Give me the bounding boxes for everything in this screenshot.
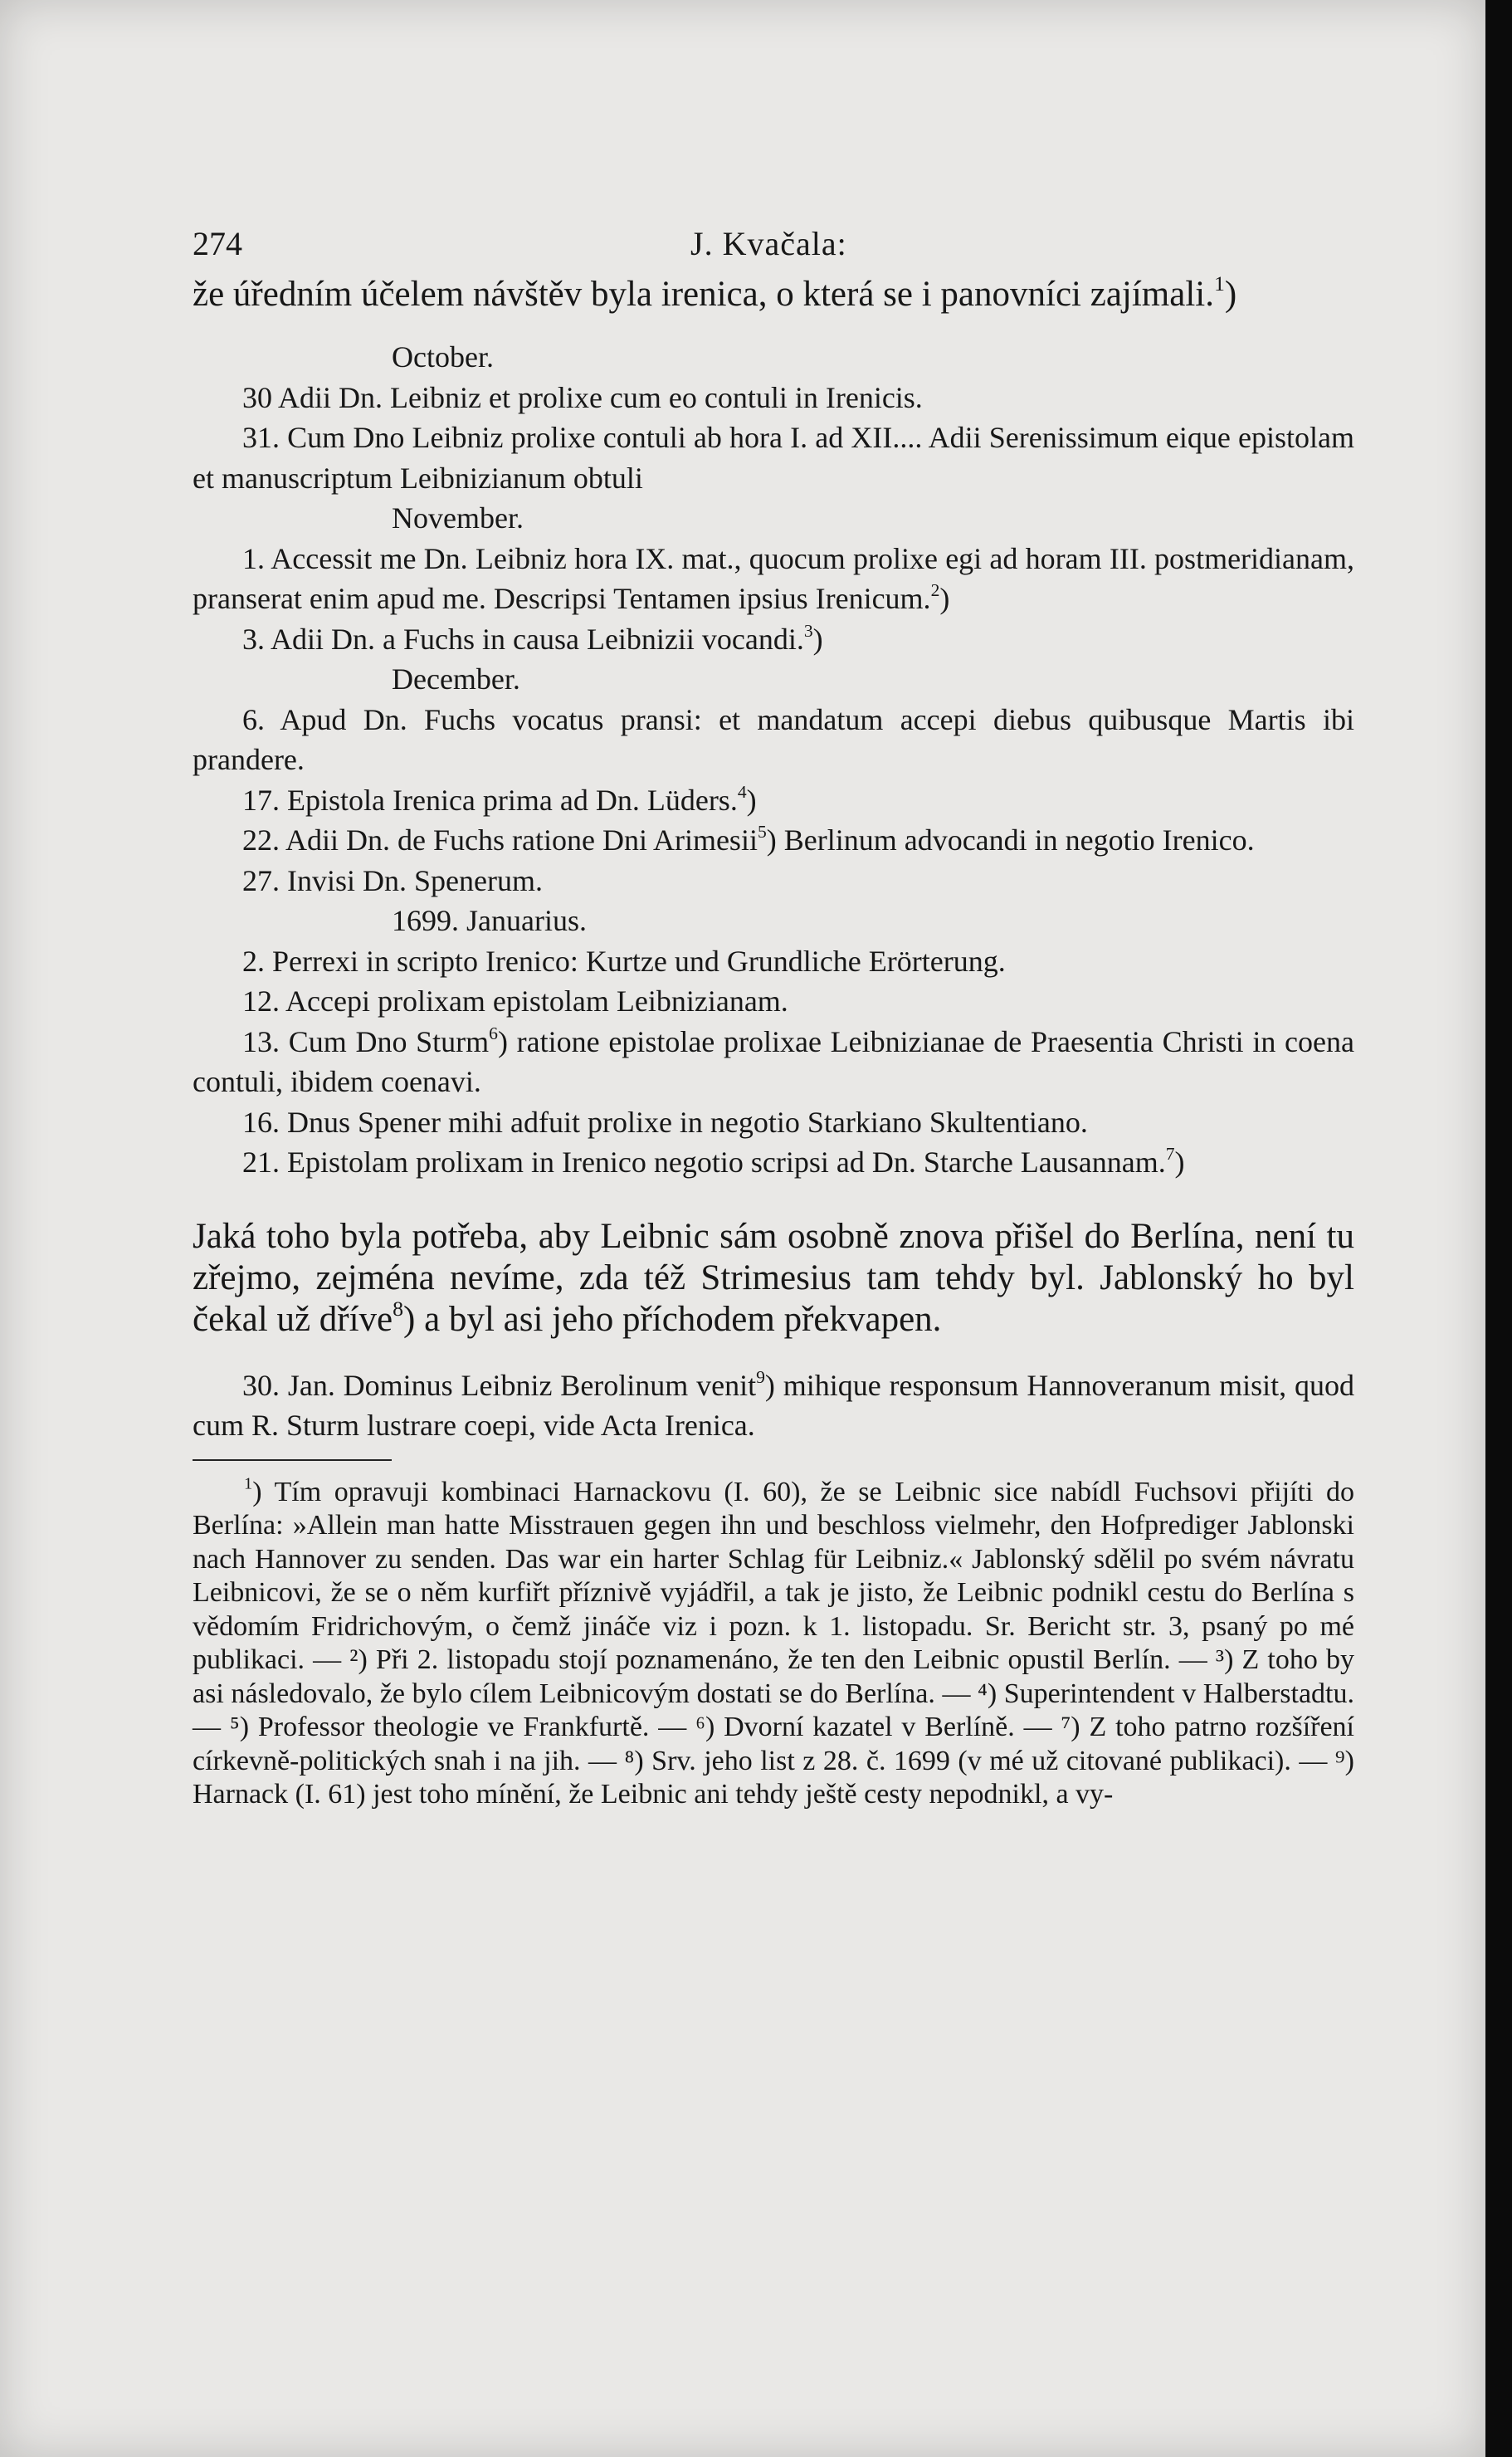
footnote-rule [193,1459,392,1461]
diary-entry: 17. Epistola Irenica prima ad Dn. Lüders.$^4$) [242,781,757,817]
diary-entry: 21. Epistolam prolixam in Irenico negotio scripsi ad Dn. Starche Lausannam.$^7$) [242,1143,1185,1179]
page-number: 274 [193,225,242,262]
footnote-ref: 2 [930,579,940,600]
footnote-ref: 6 [489,1023,498,1043]
diary-entry: 6. Apud Dn. Fuchs vocatus pransi: et mandatum accepi diebus quibusque Martis ibi prandere. [193,702,1354,776]
footnote-mark: 1 [244,1474,253,1493]
diary-month-heading: December. [392,662,520,696]
footnote-ref: 5 [757,821,767,842]
diary-list [193,337,1354,1183]
footnotes [193,1476,1354,1812]
diary-entry: 3. Adii Dn. a Fuchs in causa Leibnizii vocandi.$^3$) [242,620,823,656]
footnote-ref: 8 [393,1296,404,1321]
diary-entry: 2. Perrexi in scripto Irenico: Kurtze und Grundliche Erörterung. [242,944,1006,978]
footnote-ref: 7 [1165,1143,1175,1164]
footnote-ref: 4 [737,781,747,802]
running-head: J. Kvačala: [690,225,847,262]
diary-entry: 1. Accessit me Dn. Leibniz hora IX. mat., quocum prolixe egi ad horam III. postmeridianam, pranserat enim apud me. Descripsi Tentamen ipsius Irenicum.$^2$) [193,541,1354,615]
diary-entry: 22. Adii Dn. de Fuchs ratione Dni Arimesii$^5$) Berlinum advocandi in negotio Irenico. [242,821,1255,857]
diary-entry: 30 Adii Dn. Leibniz et prolixe cum eo contuli in Irenicis. [242,380,923,414]
diary-entry: 27. Invisi Dn. Spenerum. [242,863,543,897]
footnote-ref: 9 [756,1366,765,1387]
diary-entry: 31. Cum Dno Leibniz prolixe contuli ab hora I. ad XII.... Adii Serenissimum eique epistolam et manuscriptum Leibnizianum obtuli [193,421,1354,495]
diary-month-heading: 1699. Januarius. [392,904,587,937]
diary-entry: 13. Cum Dno Sturm$^6$) ratione epistolae prolixae Leibnizianae de Praesentia Christi in coena contuli, ibidem coenavi. [193,1023,1354,1098]
diary-month-heading: October. [392,340,494,374]
diary-entry: 16. Dnus Spener mihi adfuit prolixe in negotio Starkiano Skultentiano. [242,1105,1088,1139]
page-header [193,224,1354,274]
scan-border [1485,0,1512,2457]
diary-entry: 12. Accepi prolixam epistolam Leibnizianam. [242,984,788,1018]
text-block [193,224,1354,1812]
middle-paragraph: Jaká toho byla potřeba, aby Leibnic sám osobně znova přišel do Berlína, není tu zřejmo, zejména nevíme, zda též Strimesius tam tehdy byl. Jablonský ho byl čekal už dříve$^8$) a byl asi jeho příchodem překvapen. [193,1216,1354,1339]
final-diary-entry: 30. Jan. Dominus Leibniz Berolinum venit$^9$) mihique responsum Hannoveranum misit, quod cum R. Sturm lustrare coepi, vide Acta Irenica. [193,1366,1354,1442]
footnote-ref: 3 [803,620,813,641]
opening-paragraph: že úředním účelem návštěv byla irenica, o která se i panovníci zajímali.$^1$) [193,271,1237,314]
footnote-ref: 1 [1213,271,1225,296]
footnote-text: ) Tím opravuji kombinaci Harnackovu (I. 60), že se Leibnic sice nabídl Fuchsovi přijíti do Berlína: »Allein man hatte Misstrauen gegen ihn und beschloss vielmehr, den Hofprediger Jablonski nach Hannover zu senden. Das war ein harter Schlag für Leibniz.« Jablonský sdělil po svém návratu Leibnicovi, že se o něm kurfiřt příznivě vyjádřil, a tak je jisto, že Leibnic podnikl cestu do Berlína s vědomím Fridrichovým, o čemž jináče viz i pozn. k 1. listopadu. Sr. Bericht str. 3, psaný po mé publikaci. — ²) Při 2. listopadu stojí poznamenáno, že ten den Leibnic opustil Berlín. — ³) Z toho by asi následovalo, že bylo cílem Leibnicovým dostati se do Berlína. — ⁴) Superintendent v Halberstadtu. — ⁵) Professor theologie ve Frankfurtě. — ⁶) Dvorní kazatel v Berlíně. — ⁷) Z toho patrno rozšíření církevně-politických snah i na jih. — ⁸) Srv. jeho list z 28. č. 1699 (v mé už citované publikaci). — ⁹) Harnack (I. 61) jest toho mínění, že Leibnic ani tehdy ještě cesty nepodnikl, a vy- [193,1476,1354,1810]
diary-month-heading: November. [392,501,524,535]
